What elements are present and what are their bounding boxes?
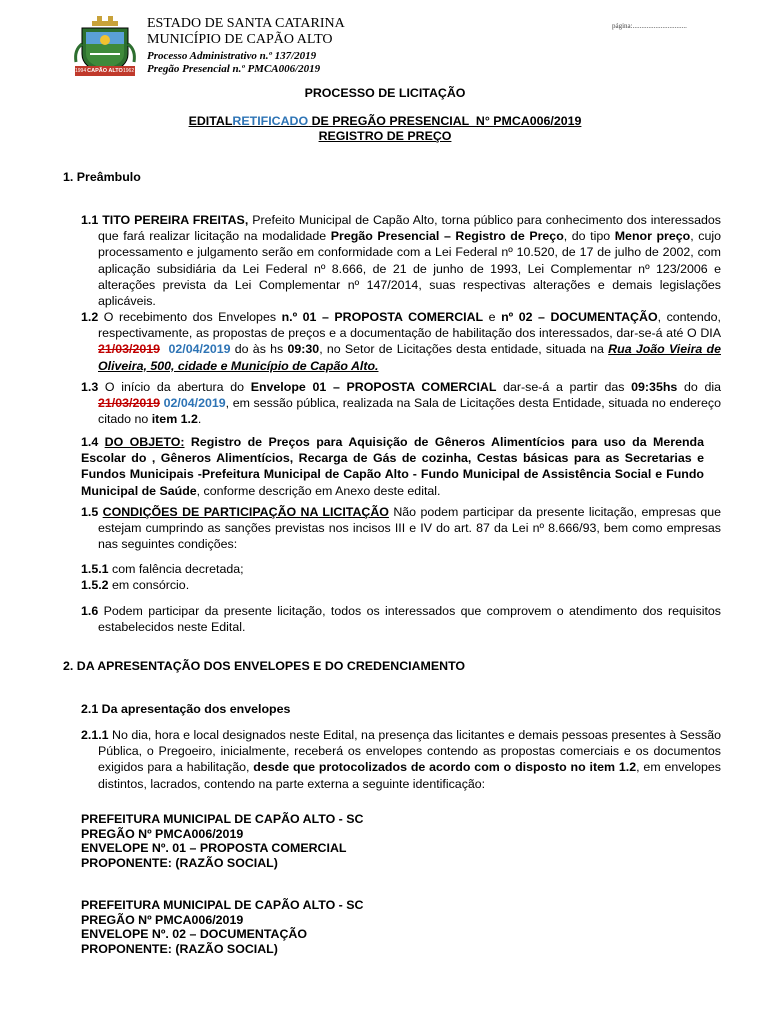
p11-t3: , cujo processamento e julgamento serão em conformidade com a Lei Federal nº 10.520, de 17 de julho de 2002, com aplicação subsidiária da Lei Federal nº 8.666, de 21 de junho de 1993, Lei Complementar nº 123/2006 e alterações prevista da Lei Complementar nº 147/2014, suas respectivas alterações e demais legislações aplicáveis. [98,229,721,309]
paragraph-1-6 [81,603,721,635]
p12-address: Rua João Vieira de Oliveira, 500, cidade e Município de Capão Alto. [98,342,721,373]
p12-b1: n.º 01 – PROPOSTA COMERCIAL [281,310,484,324]
crest-year-right: 1962 [123,68,135,74]
p13-t3: do dia [677,380,722,394]
paragraph-1-2 [81,309,721,374]
envelope-1-label [81,812,363,870]
p152-num: 1.5.2 [81,578,109,592]
p11-b1: Pregão Presencial – Registro de Preço [330,229,564,244]
p13-old-date: 21/03/2019 [98,396,161,411]
edital-prefix: EDITAL [188,114,233,128]
env2-line: ENVELOPE Nº. 02 – DOCUMENTAÇÃO [81,927,307,941]
env2-line: PROPONENTE: (RAZÃO SOCIAL) [81,941,278,956]
municipal-crest [72,14,138,80]
header-state: ESTADO DE SANTA CATARINA [147,16,345,31]
crest-banner: CAPÃO ALTO [87,68,123,74]
p11-name: TITO PEREIRA FREITAS, [102,213,249,227]
header-block [147,16,507,76]
p11-t2: , do tipo [563,229,615,244]
p15-text: Não podem participar da presente licitação, empresas que estejam cumprindo as sanções previstas nos incisos III e IV do art. 87 da Lei nº 8.666/93, bem como empresas nas seguintes condições: [98,505,721,552]
page-number-label: página:............................... [612,22,687,30]
header-municipality: MUNICÍPIO DE CAPÃO ALTO [147,32,333,47]
p12-t1: O recebimento dos Envelopes [98,310,282,324]
env1-line: ENVELOPE Nº. 01 – PROPOSTA COMERCIAL [81,841,347,855]
p13-t2: dar-se-á a partir das [496,380,632,394]
p12-t2: e [483,310,502,324]
env1-line: PREGÃO Nº PMCA006/2019 [81,826,244,841]
paragraph-1-5 [81,504,721,553]
env2-line: PREGÃO Nº PMCA006/2019 [81,912,244,927]
header-process: Processo Administrativo n.º 137/2019 [147,50,317,62]
p13-t5: . [197,412,202,427]
paragraph-1-5-2 [81,577,704,593]
p13-num: 1.3 [81,380,99,394]
p14-object: Registro de Preços para Aquisição de Gêneros Alimentícios para uso da Merenda Escolar do , Gêneros Alimentícios, Recarga de Gás de cozinha, Cestas básicas para as Secretarias e Fundos Municipais -Prefeitura Municipal de Capão Alto - Fundo Municipal de Assistência Social e Fundo Municipal de Saúde [81,435,704,498]
p12-sp [160,342,169,356]
paragraph-1-5-1 [81,561,704,577]
p13-t4: , em sessão pública, realizada na Sala de Licitações desta Entidade, situada no endereço citado no [98,396,721,427]
env2-line: PREFEITURA MUNICIPAL DE CAPÃO ALTO - SC [81,898,364,912]
p12-b2: nº 02 – DOCUMENTAÇÃO [501,310,658,324]
p14-label: DO OBJETO: [104,435,185,449]
p13-item: item 1.2 [151,412,198,427]
p11-num: 1.1 [81,213,99,227]
p12-old-date: 21/03/2019 [98,342,161,357]
edital-retificado: RETIFICADO [232,114,309,128]
paragraph-2-1-1 [81,727,721,792]
p11-t1: Prefeito Municipal de Capão Alto, torna público para conhecimento dos interessados que fará realizar licitação na modalidade [98,213,721,244]
section-2-1-heading: 2.1 Da apresentação dos envelopes [81,702,291,716]
env1-line: PREFEITURA MUNICIPAL DE CAPÃO ALTO - SC [81,812,364,826]
p14-tail: , conforme descrição em Anexo deste edital. [196,483,441,498]
p12-time: 09:30 [287,342,320,357]
p211-t2: , em envelopes distintos, lacrados, contendo na parte externa a seguinte identificação: [98,760,721,791]
p14-num: 1.4 [81,435,99,449]
p13-b1: Envelope 01 – PROPOSTA COMERCIAL [250,380,497,394]
crest-year-left: 1994 [75,68,87,74]
edital-suffix: DE PREGÃO PRESENCIAL N° PMCA006/2019 [308,114,582,128]
p12-t5: , no Setor de Licitações desta entidade, situada na [319,342,609,357]
p12-t4: do às hs [230,342,288,357]
edital-subtitle: REGISTRO DE PREÇO [318,129,452,143]
envelope-2-label [81,898,363,956]
p13-time: 09:35hs [631,380,678,394]
p12-new-date: 02/04/2019 [168,342,231,357]
p15-num: 1.5 [81,505,99,519]
p13-t1: O início da abertura do [98,380,251,394]
header-auction: Pregão Presencial n.º PMCA006/2019 [147,63,321,75]
edital-title [0,114,770,129]
paragraph-1-3 [81,379,721,428]
p151-text: com falência decretada; [108,562,244,576]
p11-b2: Menor preço [614,229,691,244]
p16-num: 1.6 [81,604,99,618]
p152-text: em consórcio. [108,578,190,592]
p211-t1: No dia, hora e local designados neste Edital, na presença das licitantes e demais pessoas presentes à Sessão Pública, o Pregoeiro, inicialmente, receberá os envelopes contendo as propostas comerciais e os documentos exigidos para a habilitação, [98,728,721,775]
p13-new-date: 02/04/2019 [163,396,226,411]
p12-num: 1.2 [81,310,99,324]
section-1-heading: 1. Preâmbulo [63,170,141,184]
p211-num: 2.1.1 [81,728,109,742]
section-2-heading: 2. DA APRESENTAÇÃO DOS ENVELOPES E DO CREDENCIAMENTO [63,659,466,673]
p15-label: CONDIÇÕES DE PARTICIPAÇÃO NA LICITAÇÃO [102,505,389,519]
p151-num: 1.5.1 [81,562,109,576]
paragraph-1-4 [81,434,704,499]
p211-b1: desde que protocolizados de acordo com o disposto no item 1.2 [253,760,637,775]
page-title: PROCESSO DE LICITAÇÃO [304,86,466,100]
p16-text: Podem participar da presente licitação, todos os interessados que comprovem o atendimento dos requisitos estabelecidos neste Edital. [98,604,721,635]
p12-t3: , contendo, respectivamente, as propostas de preços e a documentação de habilitação dos interessados, dar-se-á até O DIA [98,310,721,341]
paragraph-1-1 [81,212,721,309]
env1-line: PROPONENTE: (RAZÃO SOCIAL) [81,855,278,870]
